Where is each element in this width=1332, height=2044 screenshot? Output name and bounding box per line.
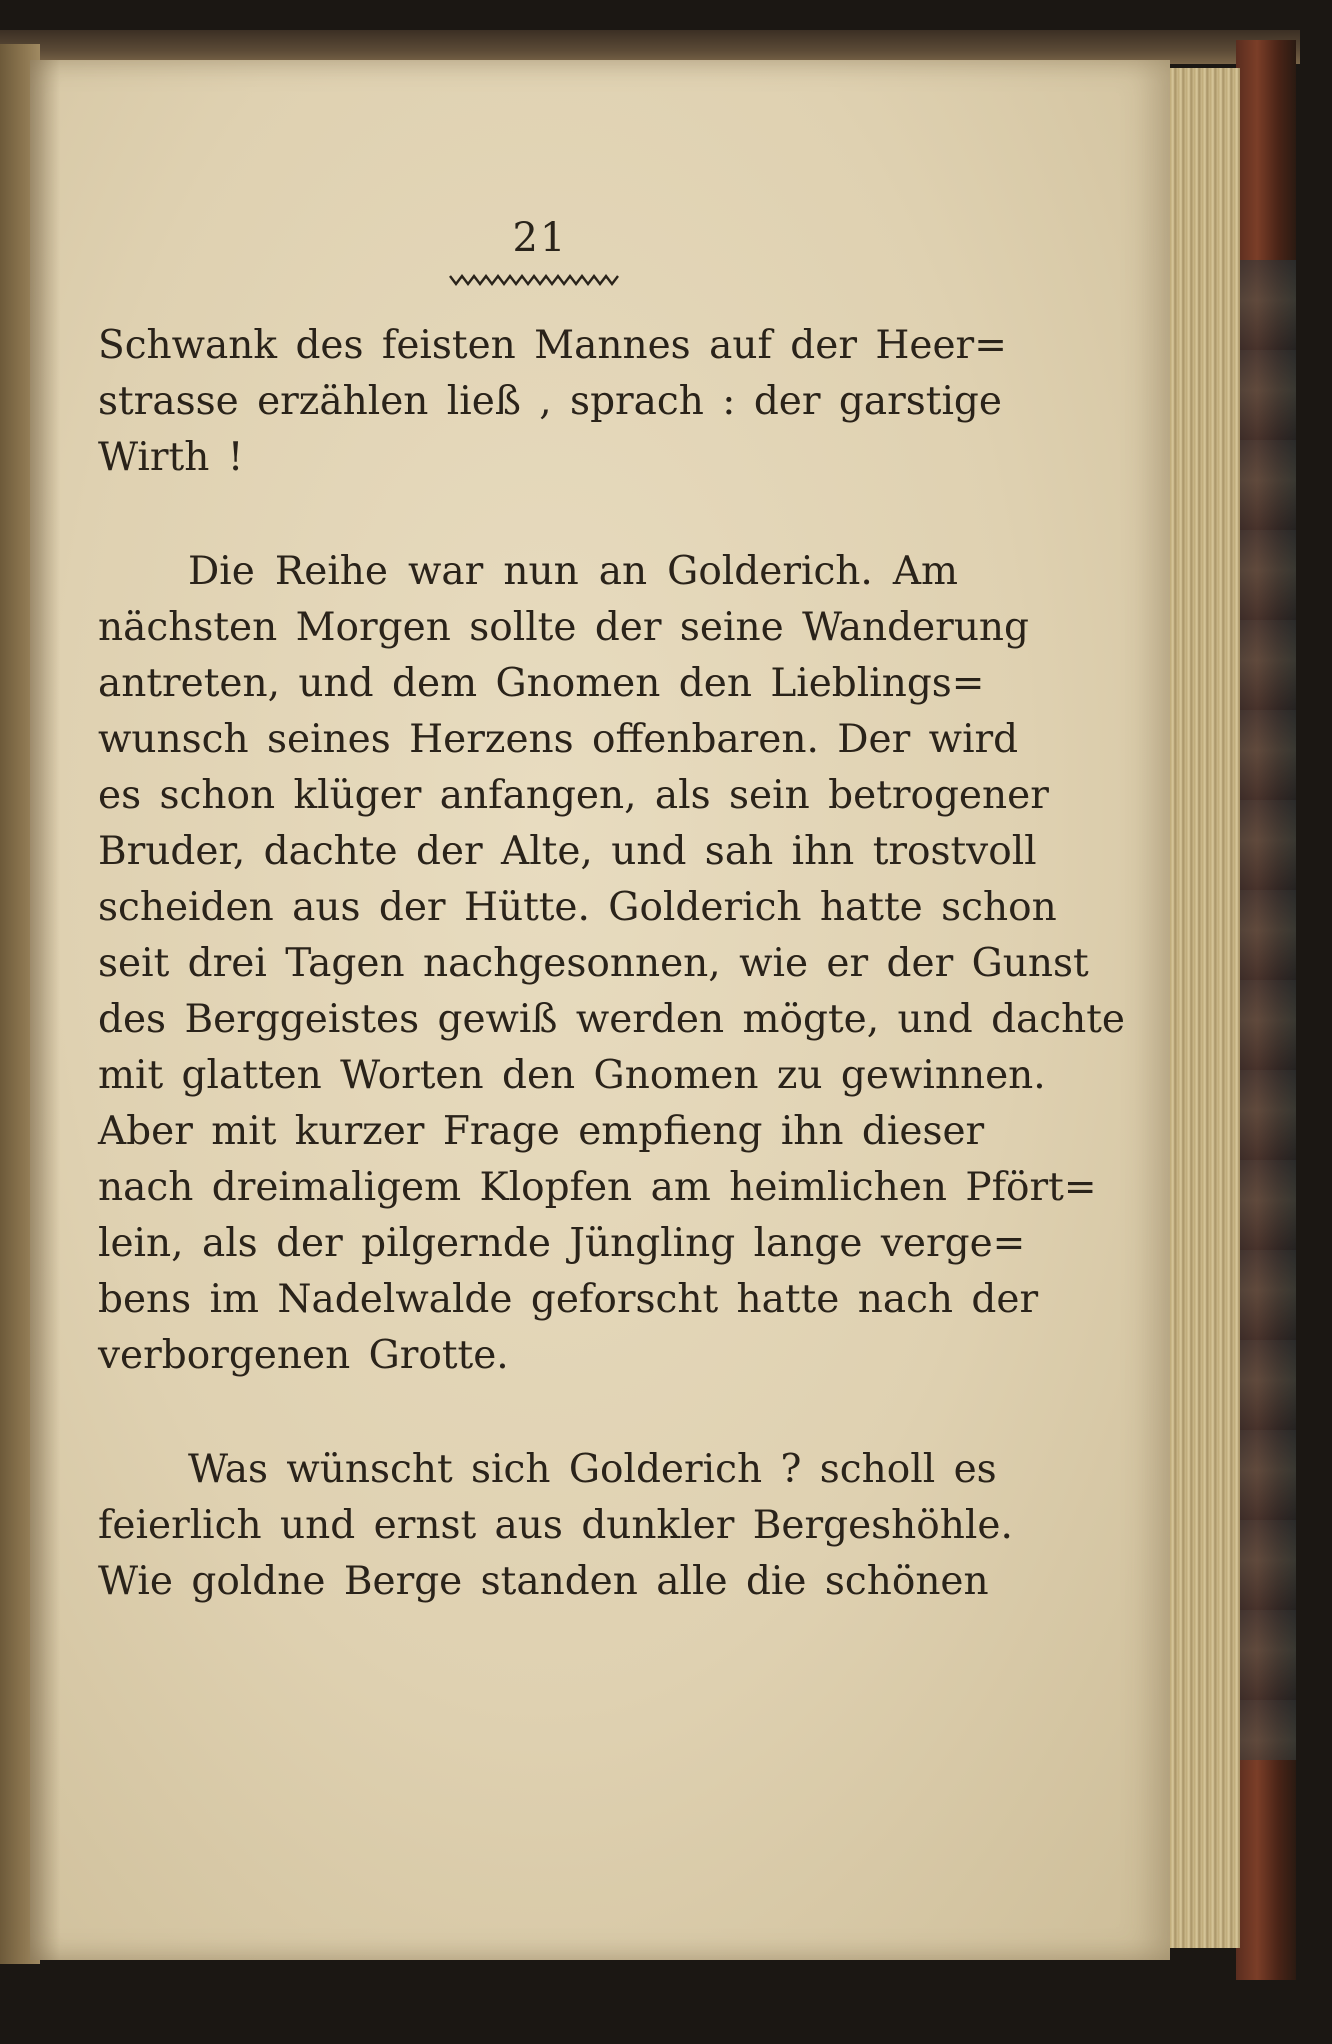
binding-marbling — [1240, 260, 1296, 1760]
text-line: strasse erzählen ließ , sprach : der garstige — [98, 379, 1002, 424]
text-line: Was wünscht sich Golderich ? scholl es — [188, 1447, 997, 1492]
text-line: des Berggeistes gewiß werden mögte, und dachte — [98, 997, 1126, 1042]
text-line: seit drei Tagen nachgesonnen, wie er der Gunst — [98, 941, 1089, 986]
page-number: 21 — [512, 215, 568, 261]
text-line: antreten, und dem Gnomen den Lieblings= — [98, 661, 985, 706]
text-line: feierlich und ernst aus dunkler Bergeshöhle. — [98, 1503, 1013, 1548]
text-line: nach dreimaligem Klopfen am heimlichen Pfört= — [98, 1165, 1097, 1210]
page-gutter-shadow — [30, 60, 60, 1960]
paragraph — [98, 318, 1007, 486]
text-line: lein, als der pilgernde Jüngling lange verge= — [98, 1221, 1026, 1266]
text-line: scheiden aus der Hütte. Golderich hatte schon — [98, 885, 1057, 930]
text-line: Schwank des feisten Mannes auf der Heer= — [98, 323, 1007, 368]
text-line: Die Reihe war nun an Golderich. Am — [188, 549, 958, 594]
text-line: es schon klüger anfangen, als sein betrogener — [98, 773, 1049, 818]
top-cover-board — [0, 30, 1300, 64]
text-line: nächsten Morgen sollte der seine Wanderung — [98, 605, 1030, 650]
paragraph — [98, 1442, 1013, 1610]
text-line: wunsch seines Herzens offenbaren. Der wird — [98, 717, 1019, 762]
text-line: Wirth ! — [98, 435, 244, 480]
text-line: verborgenen Grotte. — [98, 1333, 509, 1378]
page-fore-edge — [1168, 68, 1240, 1948]
text-line: mit glatten Worten den Gnomen zu gewinnen. — [98, 1053, 1046, 1098]
paragraph — [98, 544, 1126, 1384]
body-text — [98, 318, 1126, 1610]
wavy-rule-ornament — [448, 272, 628, 288]
text-line: Wie goldne Berge standen alle die schönen — [98, 1559, 989, 1604]
paragraph-gap — [98, 1384, 958, 1442]
text-line: bens im Nadelwalde geforscht hatte nach der — [98, 1277, 1039, 1322]
text-line: Aber mit kurzer Frage empfieng ihn dieser — [98, 1109, 985, 1154]
paragraph-gap — [98, 486, 958, 544]
text-line: Bruder, dachte der Alte, und sah ihn trostvoll — [98, 829, 1037, 874]
